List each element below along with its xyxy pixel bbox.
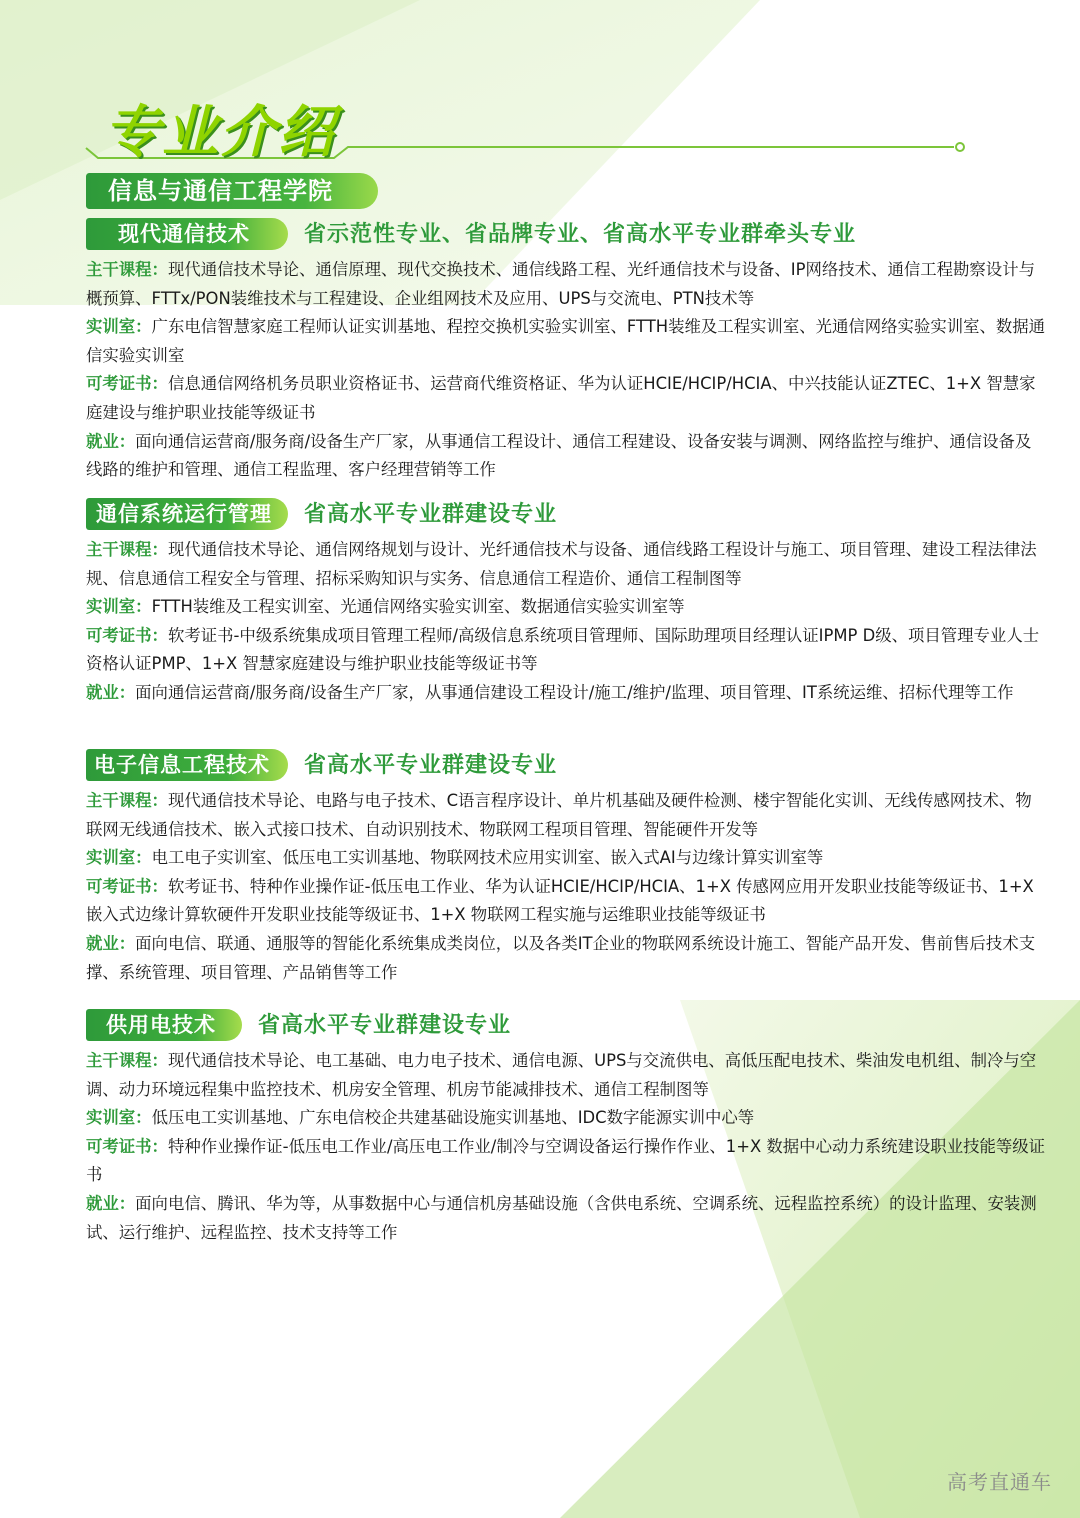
cert-text: 软考证书、特种作业操作证-低压电工作业、华为认证HCIE/HCIP/HCIA、1+X 传感网应用开发职业技能等级证书、1+X 嵌入式边缘计算软硬件开发职业技能等级证书、1+X 物联网工程实施与运维职业技能等级证书 [86,876,1034,925]
lab-label: 实训室： [86,597,152,617]
courses-row [86,1047,1046,1104]
job-row [86,679,1046,708]
lab-label: 实训室： [86,1108,152,1128]
major-honor: 省高水平专业群建设专业 [304,753,558,778]
cert-row [86,873,1046,930]
cert-row [86,1133,1046,1190]
lab-text: 广东电信智慧家庭工程师认证实训基地、程控交换机实验实训室、FTTH装维及工程实训室、光通信网络实验实训室、数据通信实验实训室 [86,317,1046,365]
major-section [86,749,1046,987]
courses-row [86,256,1046,313]
job-row [86,1190,1046,1247]
cert-row [86,622,1046,679]
job-text: 面向通信运营商/服务商/设备生产厂家，从事通信建设工程设计/施工/维护/监理、项目管理、IT系统运维、招标代理等工作 [135,682,1014,702]
college-banner: 信息与通信工程学院 [86,173,378,209]
major-honor: 省高水平专业群建设专业 [304,502,558,527]
courses-label: 主干课程： [86,1051,168,1070]
job-label: 就业： [86,431,136,451]
courses-text: 现代通信技术导论、电工基础、电力电子技术、通信电源、UPS与交流供电、高低压配电技术、柴油发电机组、制冷与空调、动力环境远程集中监控技术、机房安全管理、机房节能减排技术、通信工程制图等 [86,1051,1037,1099]
courses-label: 主干课程： [86,791,168,810]
lab-text: 低压电工实训基地、广东电信校企共建基础设施实训基地、IDC数字能源实训中心等 [151,1108,755,1128]
major-name: 现代通信技术 [86,218,288,250]
lab-label: 实训室： [86,317,152,337]
courses-text: 现代通信技术导论、通信网络规划与设计、光纤通信技术与设备、通信线路工程设计与施工、项目管理、建设工程法律法规、信息通信工程安全与管理、招标采购知识与实务、信息通信工程造价、通信工程制图等 [86,540,1037,588]
major-section [86,218,1046,485]
courses-text: 现代通信技术导论、电路与电子技术、C语言程序设计、单片机基础及硬件检测、楼宇智能化实训、无线传感网技术、物联网无线通信技术、嵌入式接口技术、自动识别技术、物联网工程项目管理、智能硬件开发等 [86,791,1032,839]
major-name: 电子信息工程技术 [86,749,288,781]
job-row [86,930,1046,987]
courses-label: 主干课程： [86,540,168,559]
cert-text: 软考证书-中级系统集成项目管理工程师/高级信息系统项目管理师、国际助理项目经理认证IPMP D级、项目管理专业人士资格认证PMP、1+X 智慧家庭建设与维护职业技能等级证书等 [86,625,1040,674]
watermark: 高考直通车 [947,1470,1052,1494]
major-section [86,498,1046,708]
major-name: 供用电技术 [86,1009,242,1041]
major-name: 通信系统运行管理 [86,498,288,530]
cert-text: 信息通信网络机务员职业资格证书、运营商代维资格证、华为认证HCIE/HCIP/HCIA、中兴技能认证ZTEC、1+X 智慧家庭建设与维护职业技能等级证书 [86,374,1036,422]
lab-row [86,313,1046,370]
courses-row [86,787,1046,844]
lab-label: 实训室： [86,848,152,868]
job-text: 面向电信、联通、通服等的智能化系统集成类岗位，以及各类IT企业的物联网系统设计施工、智能产品开发、售前售后技术支撑、系统管理、项目管理、产品销售等工作 [86,933,1036,982]
lab-row [86,844,1046,873]
lab-text: FTTH装维及工程实训室、光通信网络实验实训室、数据通信实验实训室等 [151,597,685,617]
job-row [86,428,1046,485]
cert-label: 可考证书： [86,876,168,896]
job-label: 就业： [86,1193,136,1213]
lab-row [86,1104,1046,1133]
cert-label: 可考证书： [86,625,168,645]
courses-row [86,536,1046,593]
major-honor: 省示范性专业、省品牌专业、省高水平专业群牵头专业 [304,222,857,247]
major-section [86,1009,1046,1247]
major-honor: 省高水平专业群建设专业 [258,1013,512,1038]
job-label: 就业： [86,682,136,702]
page-title: 专业介绍 [104,100,336,165]
cert-row [86,370,1046,427]
job-text: 面向电信、腾讯、华为等，从事数据中心与通信机房基础设施（含供电系统、空调系统、远程监控系统）的设计监理、安装测试、运行维护、远程监控、技术支持等工作 [86,1193,1037,1242]
cert-label: 可考证书： [86,1136,168,1156]
courses-text: 现代通信技术导论、通信原理、现代交换技术、通信线路工程、光纤通信技术与设备、IP网络技术、通信工程勘察设计与概预算、FTTx/PON装维技术与工程建设、企业组网技术及应用、UPS与交流电、PTN技术等 [86,260,1035,308]
job-text: 面向通信运营商/服务商/设备生产厂家，从事通信工程设计、通信工程建设、设备安装与调测、网络监控与维护、通信设备及线路的维护和管理、通信工程监理、客户经理营销等工作 [86,431,1032,480]
cert-label: 可考证书： [86,374,168,394]
job-label: 就业： [86,933,136,953]
courses-label: 主干课程： [86,260,168,279]
lab-text: 电工电子实训室、低压电工实训基地、物联网技术应用实训室、嵌入式AI与边缘计算实训室等 [151,848,824,868]
lab-row [86,593,1046,622]
cert-text: 特种作业操作证-低压电工作业/高压电工作业/制冷与空调设备运行操作作业、1+X 数据中心动力系统建设职业技能等级证书 [86,1136,1046,1185]
